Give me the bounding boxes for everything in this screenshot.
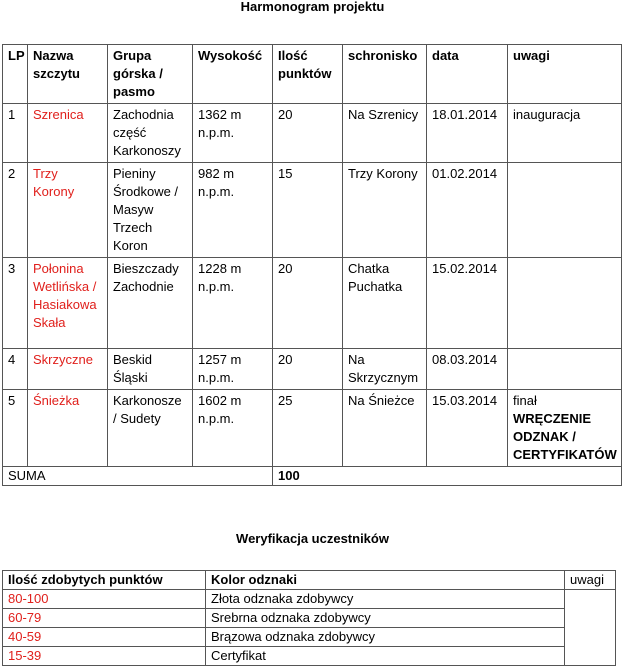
cell-badge: Złota odznaka zdobywcy (206, 590, 565, 609)
notes-emphasis: WRĘCZENIE ODZNAK / CERTYFIKATÓW (513, 411, 617, 462)
header-points: Ilość punktów (273, 45, 343, 104)
cell-lp: 2 (3, 163, 28, 258)
cell-badge: Brązowa odznaka zdobywcy (206, 628, 565, 647)
cell-peak-name: Śnieżka (28, 390, 108, 467)
cell-lp: 3 (3, 258, 28, 349)
table-row (3, 590, 616, 609)
cell-points: 20 (273, 258, 343, 349)
cell-hut: Na Śnieżce (343, 390, 427, 467)
schedule-header-row (3, 45, 622, 104)
verification-table (2, 570, 616, 666)
cell-points-range: 15-39 (3, 647, 206, 666)
schedule-title: Harmonogram projektu (240, 0, 385, 14)
cell-mountain-group: Beskid Śląski (108, 349, 193, 390)
cell-notes (508, 163, 622, 258)
sum-label: SUMA (3, 467, 273, 486)
schedule-table (2, 44, 622, 486)
cell-hut: Na Szrenicy (343, 104, 427, 163)
table-row (3, 104, 622, 163)
header-date: data (427, 45, 508, 104)
cell-date: 01.02.2014 (427, 163, 508, 258)
notes-text: inauguracja (513, 107, 581, 122)
header-peak-name: Nazwa szczytu (28, 45, 108, 104)
cell-hut: Na Skrzycznym (343, 349, 427, 390)
cell-date: 15.02.2014 (427, 258, 508, 349)
header-badge-color: Kolor odznaki (206, 571, 565, 590)
cell-hut: Trzy Korony (343, 163, 427, 258)
cell-peak-name: Skrzyczne (28, 349, 108, 390)
sum-row (3, 467, 622, 486)
cell-points-range: 80-100 (3, 590, 206, 609)
table-row (3, 390, 622, 467)
cell-badge: Srebrna odznaka zdobywcy (206, 609, 565, 628)
cell-peak-name: Połonina Wetlińska / Hasiakowa Skała (28, 258, 108, 349)
cell-mountain-group: Bieszczady Zachodnie (108, 258, 193, 349)
table-row (3, 647, 616, 666)
table-row (3, 609, 616, 628)
cell-hut: Chatka Puchatka (343, 258, 427, 349)
cell-notes (508, 258, 622, 349)
cell-peak-name: Szrenica (28, 104, 108, 163)
cell-lp: 4 (3, 349, 28, 390)
table-row (3, 258, 622, 349)
table-row (3, 349, 622, 390)
cell-points-range: 40-59 (3, 628, 206, 647)
table-row (3, 628, 616, 647)
cell-points: 20 (273, 349, 343, 390)
cell-mountain-group: Karkonosze / Sudety (108, 390, 193, 467)
cell-mountain-group: Zachodnia część Karkonoszy (108, 104, 193, 163)
cell-altitude: 982 m n.p.m. (193, 163, 273, 258)
cell-notes (565, 590, 616, 666)
cell-points: 25 (273, 390, 343, 467)
cell-date: 08.03.2014 (427, 349, 508, 390)
cell-points: 20 (273, 104, 343, 163)
cell-lp: 1 (3, 104, 28, 163)
header-notes: uwagi (565, 571, 616, 590)
cell-altitude: 1602 m n.p.m. (193, 390, 273, 467)
verification-header-row (3, 571, 616, 590)
notes-text: finał (513, 393, 537, 408)
cell-points-range: 60-79 (3, 609, 206, 628)
sum-value: 100 (273, 467, 622, 486)
cell-badge: Certyfikat (206, 647, 565, 666)
cell-altitude: 1228 m n.p.m. (193, 258, 273, 349)
cell-altitude: 1257 m n.p.m. (193, 349, 273, 390)
header-points-range: Ilość zdobytych punktów (3, 571, 206, 590)
cell-peak-name: Trzy Korony (28, 163, 108, 258)
table-row (3, 163, 622, 258)
header-hut: schronisko (343, 45, 427, 104)
cell-lp: 5 (3, 390, 28, 467)
cell-altitude: 1362 m n.p.m. (193, 104, 273, 163)
cell-date: 15.03.2014 (427, 390, 508, 467)
cell-date: 18.01.2014 (427, 104, 508, 163)
header-altitude: Wysokość (193, 45, 273, 104)
cell-notes (508, 349, 622, 390)
cell-mountain-group: Pieniny Środkowe / Masyw Trzech Koron (108, 163, 193, 258)
header-notes: uwagi (508, 45, 622, 104)
verification-title: Weryfikacja uczestników (236, 531, 389, 546)
header-lp: LP (3, 45, 28, 104)
cell-notes (508, 104, 622, 163)
cell-notes (508, 390, 622, 467)
cell-points: 15 (273, 163, 343, 258)
header-mountain-group: Grupa górska / pasmo (108, 45, 193, 104)
